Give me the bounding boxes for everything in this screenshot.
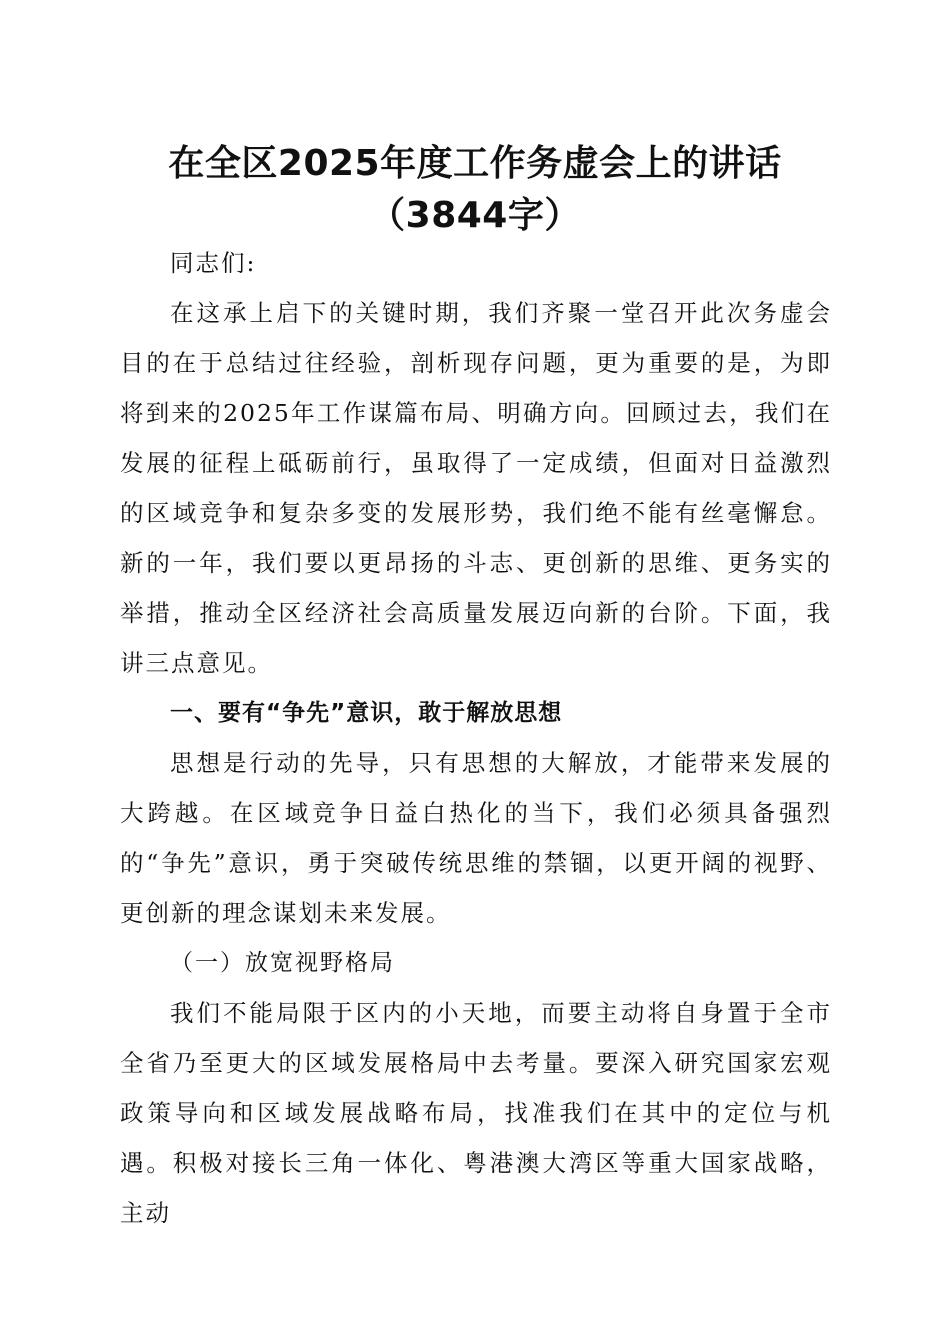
section-1-heading: 一、要有“争先”意识，敢于解放思想 xyxy=(170,700,563,726)
salutation: 同志们: xyxy=(170,249,257,277)
document-body xyxy=(120,238,832,1238)
intro-paragraph: 在这承上启下的关键时期，我们齐聚一堂召开此次务虚会目的在于总结过往经验，剖析现存问题，更为重要的是，为即将到来的2025年工作谋篇布局、明确方向。回顾过去，我们在发展的征程上砥砺前行，虽取得了一定成绩，但面对日益激烈的区域竞争和复杂多变的发展形势，我们绝不能有丝毫懈怠。新的一年，我们要以更昂扬的斗志、更创新的思维、更务实的举措，推动全区经济社会高质量发展迈向新的台阶。下面，我讲三点意见。 xyxy=(120,299,832,677)
document-title: 在全区2025年度工作务虚会上的讲话（3844字） xyxy=(168,143,782,236)
subsection-1-paragraph: 我们不能局限于区内的小天地，而要主动将自身置于全市全省乃至更大的区域发展格局中去考量。要深入研究国家宏观政策导向和区域发展战略布局，找准我们在其中的定位与机遇。积极对接长三角一体化、粤港澳大湾区等重大国家战略，主动 xyxy=(120,999,832,1227)
subsection-1-heading: （一）放宽视野格局 xyxy=(170,950,395,976)
section-1-paragraph: 思想是行动的先导，只有思想的大解放，才能带来发展的大跨越。在区域竞争日益白热化的当下，我们必须具备强烈的“争先”意识，勇于突破传统思维的禁锢，以更开阔的视野、更创新的理念谋划未来发展。 xyxy=(120,749,832,927)
